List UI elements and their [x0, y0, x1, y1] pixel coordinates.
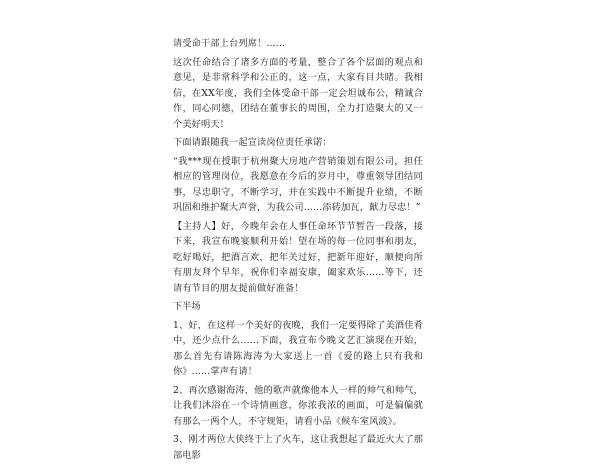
paragraph-pledge-quote: “我***现在授职于杭州聚大房地产营销策划有限公司，担任相应的管理岗位，我愿意在今后的岁月中，尊重领导团结同事，尽忠职守，不断学习，并在实践中不断提升业绩，不断巩固和维护聚大声誉，为我公司……添砖加瓦，献力尽忠！”	[173, 155, 423, 213]
paragraph-host-announcement: 【主持人】好，今晚年会在人事任命环节节暂告一段落，接下来，我宣布晚宴顺利开始！望在场的每一位同事和朋友，吃好喝好，把酒言欢，把年关过好，把新年迎好，顺便向所有朋友拜个早年，祝你们幸福安康，阖家欢乐……等下，还请有节目的朋友提前做好准备！	[173, 220, 423, 294]
paragraph-item-3: 3、刚才两位大侠终于上了火车，这让我想起了最近火大了那部电影	[173, 434, 423, 461]
paragraph-appointment: 这次任命结合了诸多方面的考量，整合了各个层面的观点和意见，是非常科学和公正的，这一点，大家有目共睹。我相信，在XX年度，我们全体受命干部一定会坦诚布公，精诚合作，同心同德，团结在董事长的周围，全力打造聚大的又一个美好明天！	[173, 56, 423, 130]
paragraph-item-1: 1、好，在这样一个美好的夜晚，我们一定要得除了美酒佳肴中，还少点什么……下面，我宣布今晚文艺汇演现在开始，那么首先有请陈海涛为大家送上一首《爱的路上只有我和你》……掌声有请！	[173, 319, 423, 377]
document-body	[173, 36, 423, 466]
paragraph-pledge-intro: 下面请跟随我一起宣读岗位责任承诺：	[173, 137, 332, 148]
paragraph-invite: 请受命干部上台列席！……	[173, 38, 286, 49]
section-heading-second-half: 下半场	[173, 301, 201, 312]
paragraph-item-2: 2、再次感谢海涛，他的歌声就像他本人一样的帅气和帅气，让我们沐浴在一个诗情画意，你浓我浓的画面，可是偏偏就有那么一两个人，不守规矩，请看小品《候车室风波》。	[173, 384, 423, 427]
